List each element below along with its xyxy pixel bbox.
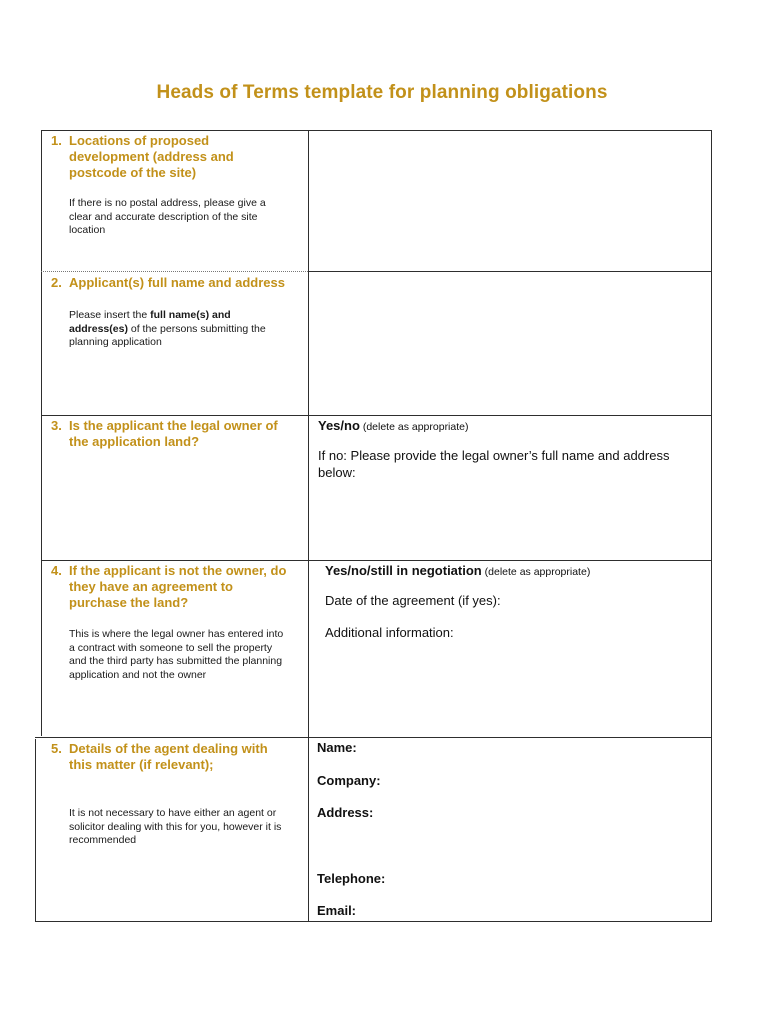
- row4-question-line3: purchase the land?: [69, 595, 189, 610]
- row2-help: [69, 309, 304, 350]
- row4-help-line1: This is where the legal owner has entered into: [69, 628, 284, 640]
- row2-help-bold1: full name(s) and: [150, 309, 231, 321]
- row5-number: 5.: [51, 741, 62, 756]
- row1-question-line2: development (address and: [69, 149, 234, 164]
- row1-number: 1.: [51, 133, 62, 148]
- row2-help-bold2: address(es): [69, 322, 128, 335]
- row4-number: 4.: [51, 563, 62, 578]
- row5-help-line3: recommended: [69, 834, 137, 846]
- row4-info-label: Additional information:: [325, 625, 454, 640]
- row4-answer-choice: Yes/no/still in negotiation: [325, 563, 482, 578]
- row-divider-3: [41, 560, 712, 561]
- row1-help-line1: If there is no postal address, please give a: [69, 197, 266, 209]
- row1-question-line3: postcode of the site): [69, 165, 197, 180]
- row5-help-line2: solicitor dealing with this for you, however it is: [69, 820, 282, 833]
- row2-question-line1: Applicant(s) full name and address: [69, 275, 285, 290]
- row3-answer[interactable]: [318, 417, 708, 436]
- table-right-border: [711, 130, 712, 922]
- agent-name-label[interactable]: Name:: [317, 740, 357, 755]
- row1-answer-cell[interactable]: [309, 131, 711, 271]
- row3-answer-instructions: [318, 447, 708, 481]
- agent-company-label[interactable]: Company:: [317, 773, 381, 788]
- row3-answer-choice: Yes/no: [318, 418, 360, 433]
- row-divider-2: [41, 415, 712, 416]
- row5-help-line1: It is not necessary to have either an agent or: [69, 807, 277, 819]
- row3-number: 3.: [51, 418, 62, 433]
- agent-telephone-label[interactable]: Telephone:: [317, 871, 386, 886]
- row4-question: [51, 563, 307, 613]
- row1-help: [69, 197, 304, 238]
- row2-help-rest2: planning application: [69, 336, 162, 348]
- row1-help-line2: clear and accurate description of the site: [69, 210, 258, 223]
- row2-help-intro: Please insert the: [69, 309, 151, 321]
- agent-address-label[interactable]: Address:: [317, 805, 374, 820]
- row4-answer[interactable]: [325, 562, 709, 581]
- row3-answer-note: (delete as appropriate): [359, 421, 469, 433]
- agent-email-label[interactable]: Email:: [317, 903, 357, 918]
- row1-help-line3: location: [69, 224, 106, 236]
- row3-question-line1: Is the applicant the legal owner of: [69, 418, 278, 433]
- row3-question: [51, 418, 307, 452]
- row3-question-line2: the application land?: [69, 434, 200, 449]
- table-left-border: [41, 130, 42, 736]
- table-left-border-row5: [35, 739, 36, 922]
- row5-question-line1: Details of the agent dealing with: [69, 741, 268, 756]
- row2-question: [51, 275, 307, 293]
- row2-number: 2.: [51, 275, 62, 290]
- row4-help: [69, 628, 307, 682]
- row3-answer-line2: below:: [318, 465, 356, 480]
- row-divider-4: [35, 737, 712, 738]
- row4-help-line4: application and not the owner: [69, 668, 207, 681]
- row3-answer-line1: If no: Please provide the legal owner’s full name and address: [318, 448, 670, 463]
- row5-help: [69, 807, 307, 848]
- row5-question-line2: this matter (if relevant);: [69, 757, 214, 772]
- row1-question: [51, 133, 301, 183]
- row5-question: [51, 741, 307, 775]
- page-title: Heads of Terms template for planning obligations: [156, 82, 608, 103]
- row4-question-line1: If the applicant is not the owner, do: [69, 563, 287, 578]
- table-bottom-border: [35, 921, 712, 922]
- row4-question-line2: they have an agreement to: [69, 579, 233, 594]
- row-divider-1-left: [41, 271, 308, 272]
- row4-help-line2: a contract with someone to sell the property: [69, 641, 273, 654]
- row4-date-label: Date of the agreement (if yes):: [325, 593, 501, 608]
- row2-help-rest1: of the persons submitting the: [127, 322, 266, 335]
- row2-answer-cell[interactable]: [309, 272, 711, 415]
- row4-help-line3: and the third party has submitted the planning: [69, 655, 283, 667]
- row4-answer-note: (delete as appropriate): [481, 566, 591, 578]
- row1-question-line1: Locations of proposed: [69, 133, 210, 148]
